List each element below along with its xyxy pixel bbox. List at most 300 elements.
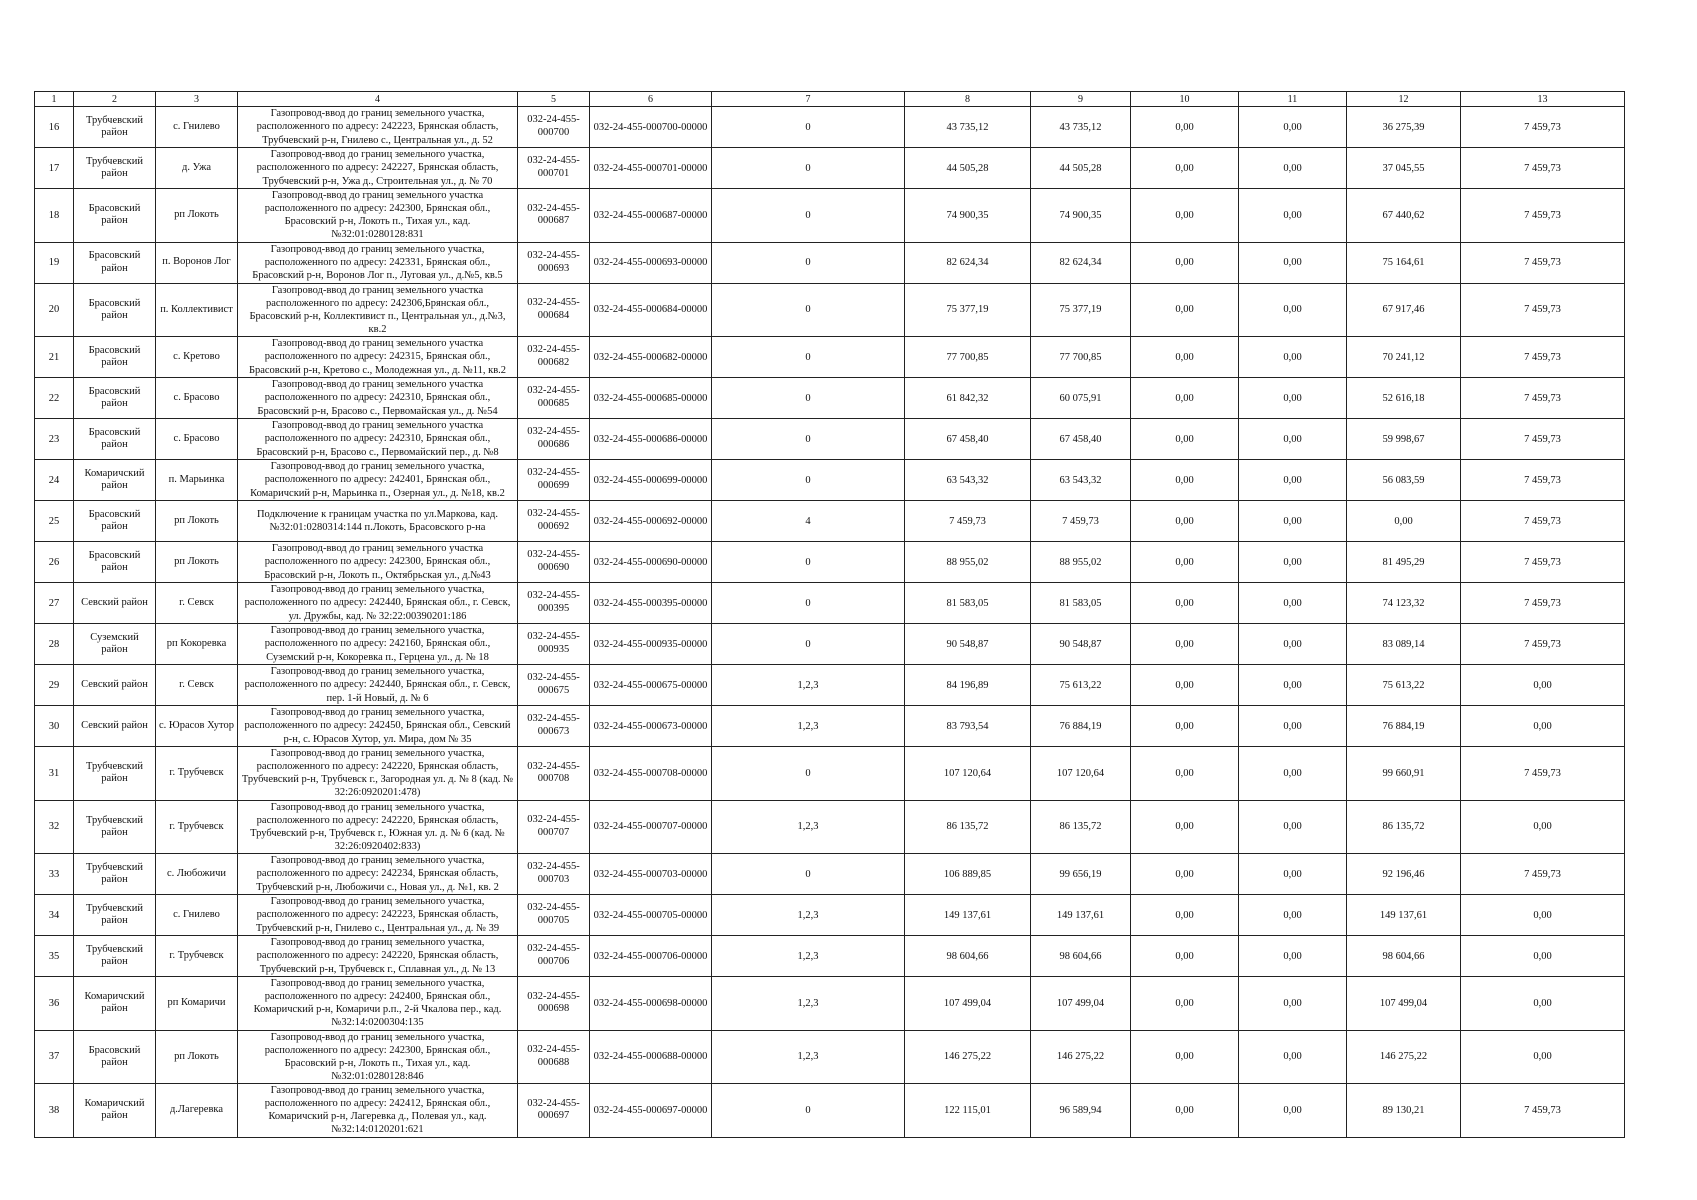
col8-cell: 86 135,72 — [905, 800, 1031, 854]
full-code-cell: 032-24-455-000705-00000 — [590, 895, 712, 936]
table-row — [35, 800, 1625, 854]
col11-cell: 0,00 — [1239, 583, 1347, 624]
col12-cell: 146 275,22 — [1347, 1030, 1461, 1084]
settlement-cell: д.Лагеревка — [156, 1084, 238, 1138]
code-cell: 032-24-455-000705 — [518, 895, 590, 936]
settlement-cell: п. Марьинка — [156, 460, 238, 501]
table-row — [35, 189, 1625, 243]
col12-cell: 149 137,61 — [1347, 895, 1461, 936]
col8-cell: 84 196,89 — [905, 665, 1031, 706]
col13-cell: 7 459,73 — [1461, 854, 1625, 895]
full-code-cell: 032-24-455-000686-00000 — [590, 419, 712, 460]
col7-cell: 1,2,3 — [712, 936, 905, 977]
col8-cell: 63 543,32 — [905, 460, 1031, 501]
col13-cell: 7 459,73 — [1461, 378, 1625, 419]
col12-cell: 67 917,46 — [1347, 283, 1461, 337]
column-number-10: 10 — [1131, 92, 1239, 107]
col11-cell: 0,00 — [1239, 1084, 1347, 1138]
col9-cell: 44 505,28 — [1031, 148, 1131, 189]
description-cell: Газопровод-ввод до границ земельного участка, расположенного по адресу: 242331, Брянская обл., Брасовский р-н, Воронов Лог п., Луговая ул., д.№5, кв.5 — [238, 242, 518, 283]
col9-cell: 75 377,19 — [1031, 283, 1131, 337]
col12-cell: 86 135,72 — [1347, 800, 1461, 854]
col9-cell: 74 900,35 — [1031, 189, 1131, 243]
col7-cell: 1,2,3 — [712, 706, 905, 747]
col13-cell: 7 459,73 — [1461, 337, 1625, 378]
col7-cell: 1,2,3 — [712, 895, 905, 936]
col13-cell: 7 459,73 — [1461, 242, 1625, 283]
col8-cell: 106 889,85 — [905, 854, 1031, 895]
code-cell: 032-24-455-000675 — [518, 665, 590, 706]
row-number: 27 — [35, 583, 74, 624]
col13-cell: 7 459,73 — [1461, 583, 1625, 624]
district-cell: Брасовский район — [74, 1030, 156, 1084]
row-number: 20 — [35, 283, 74, 337]
code-cell: 032-24-455-000706 — [518, 936, 590, 977]
col10-cell: 0,00 — [1131, 747, 1239, 801]
col13-cell: 7 459,73 — [1461, 189, 1625, 243]
col11-cell: 0,00 — [1239, 854, 1347, 895]
col13-cell: 0,00 — [1461, 1030, 1625, 1084]
col10-cell: 0,00 — [1131, 583, 1239, 624]
description-cell: Газопровод-ввод до границ земельного участка, расположенного по адресу: 242400, Брянская обл., Комаричский р-н, Комаричи р.п., 2-й Чкалова пер., кад. №32:14:0200304:135 — [238, 977, 518, 1031]
col12-cell: 0,00 — [1347, 501, 1461, 542]
table-row — [35, 337, 1625, 378]
settlement-cell: п. Воронов Лог — [156, 242, 238, 283]
settlement-cell: г. Севск — [156, 665, 238, 706]
table-row — [35, 747, 1625, 801]
document-page — [34, 91, 1624, 1138]
code-cell: 032-24-455-000688 — [518, 1030, 590, 1084]
col13-cell: 7 459,73 — [1461, 747, 1625, 801]
col10-cell: 0,00 — [1131, 542, 1239, 583]
full-code-cell: 032-24-455-000699-00000 — [590, 460, 712, 501]
code-cell: 032-24-455-000700 — [518, 107, 590, 148]
col11-cell: 0,00 — [1239, 189, 1347, 243]
col7-cell: 1,2,3 — [712, 977, 905, 1031]
col12-cell: 70 241,12 — [1347, 337, 1461, 378]
full-code-cell: 032-24-455-000706-00000 — [590, 936, 712, 977]
full-code-cell: 032-24-455-000684-00000 — [590, 283, 712, 337]
district-cell: Брасовский район — [74, 189, 156, 243]
col10-cell: 0,00 — [1131, 706, 1239, 747]
col12-cell: 52 616,18 — [1347, 378, 1461, 419]
full-code-cell: 032-24-455-000685-00000 — [590, 378, 712, 419]
col11-cell: 0,00 — [1239, 283, 1347, 337]
col9-cell: 43 735,12 — [1031, 107, 1131, 148]
district-cell: Трубчевский район — [74, 148, 156, 189]
code-cell: 032-24-455-000699 — [518, 460, 590, 501]
settlement-cell: с. Кретово — [156, 337, 238, 378]
description-cell: Газопровод-ввод до границ земельного участка, расположенного по адресу: 242440, Брянская обл., г. Севск, ул. Дружбы, кад. № 32:22:00390201:186 — [238, 583, 518, 624]
settlement-cell: с. Брасово — [156, 419, 238, 460]
column-number-1: 1 — [35, 92, 74, 107]
col13-cell: 7 459,73 — [1461, 542, 1625, 583]
col8-cell: 7 459,73 — [905, 501, 1031, 542]
district-cell: Суземский район — [74, 624, 156, 665]
col12-cell: 92 196,46 — [1347, 854, 1461, 895]
table-row — [35, 895, 1625, 936]
col9-cell: 149 137,61 — [1031, 895, 1131, 936]
table-row — [35, 542, 1625, 583]
col7-cell: 0 — [712, 460, 905, 501]
district-cell: Брасовский район — [74, 242, 156, 283]
col10-cell: 0,00 — [1131, 378, 1239, 419]
settlement-cell: рп Комаричи — [156, 977, 238, 1031]
row-number: 38 — [35, 1084, 74, 1138]
col12-cell: 83 089,14 — [1347, 624, 1461, 665]
description-cell: Газопровод-ввод до границ земельного участка расположенного по адресу: 242300, Брянская обл., Брасовский р-н, Локоть п., Тихая ул., кад. №32:01:0280128:831 — [238, 189, 518, 243]
district-cell: Трубчевский район — [74, 895, 156, 936]
col7-cell: 0 — [712, 624, 905, 665]
col9-cell: 88 955,02 — [1031, 542, 1131, 583]
table-row — [35, 854, 1625, 895]
full-code-cell: 032-24-455-000673-00000 — [590, 706, 712, 747]
col11-cell: 0,00 — [1239, 706, 1347, 747]
row-number: 32 — [35, 800, 74, 854]
code-cell: 032-24-455-000673 — [518, 706, 590, 747]
settlement-cell: д. Ужа — [156, 148, 238, 189]
col9-cell: 82 624,34 — [1031, 242, 1131, 283]
code-cell: 032-24-455-000690 — [518, 542, 590, 583]
table-row — [35, 1084, 1625, 1138]
col10-cell: 0,00 — [1131, 189, 1239, 243]
col11-cell: 0,00 — [1239, 242, 1347, 283]
code-cell: 032-24-455-000684 — [518, 283, 590, 337]
description-cell: Газопровод-ввод до границ земельного участка расположенного по адресу: 242310, Брянская обл., Брасовский р-н, Брасово с., Первомайский пер., д. №8 — [238, 419, 518, 460]
col8-cell: 107 120,64 — [905, 747, 1031, 801]
full-code-cell: 032-24-455-000707-00000 — [590, 800, 712, 854]
district-cell: Комаричский район — [74, 977, 156, 1031]
col11-cell: 0,00 — [1239, 107, 1347, 148]
row-number: 33 — [35, 854, 74, 895]
col8-cell: 122 115,01 — [905, 1084, 1031, 1138]
col8-cell: 43 735,12 — [905, 107, 1031, 148]
settlement-cell: рп Локоть — [156, 189, 238, 243]
settlement-cell: рп Кокоревка — [156, 624, 238, 665]
district-cell: Брасовский район — [74, 378, 156, 419]
col9-cell: 63 543,32 — [1031, 460, 1131, 501]
col10-cell: 0,00 — [1131, 337, 1239, 378]
description-cell: Газопровод-ввод до границ земельного участка, расположенного по адресу: 242220, Брянская область, Трубчевский р-н, Трубчевск г., Южная ул. д. № 6 (кад. № 32:26:0920402:833) — [238, 800, 518, 854]
column-number-2: 2 — [74, 92, 156, 107]
col12-cell: 75 613,22 — [1347, 665, 1461, 706]
code-cell: 032-24-455-000685 — [518, 378, 590, 419]
table-row — [35, 936, 1625, 977]
col7-cell: 0 — [712, 747, 905, 801]
col9-cell: 99 656,19 — [1031, 854, 1131, 895]
col9-cell: 98 604,66 — [1031, 936, 1131, 977]
col12-cell: 89 130,21 — [1347, 1084, 1461, 1138]
full-code-cell: 032-24-455-000395-00000 — [590, 583, 712, 624]
col7-cell: 0 — [712, 854, 905, 895]
table-row — [35, 583, 1625, 624]
description-cell: Газопровод-ввод до границ земельного участка, расположенного по адресу: 242220, Брянская область, Трубчевский р-н, Трубчевск г., Загородная ул. д. № 8 (кад. № 32:26:0920201:478) — [238, 747, 518, 801]
district-cell: Трубчевский район — [74, 107, 156, 148]
row-number: 25 — [35, 501, 74, 542]
col8-cell: 149 137,61 — [905, 895, 1031, 936]
description-cell: Газопровод-ввод до границ земельного участка, расположенного по адресу: 242412, Брянская обл., Комаричский р-н, Лагеревка д., Полевая ул., кад.№32:14:0120201:621 — [238, 1084, 518, 1138]
column-number-5: 5 — [518, 92, 590, 107]
code-cell: 032-24-455-000693 — [518, 242, 590, 283]
col13-cell: 7 459,73 — [1461, 107, 1625, 148]
table-row — [35, 706, 1625, 747]
code-cell: 032-24-455-000692 — [518, 501, 590, 542]
code-cell: 032-24-455-000682 — [518, 337, 590, 378]
col13-cell: 0,00 — [1461, 895, 1625, 936]
col12-cell: 74 123,32 — [1347, 583, 1461, 624]
full-code-cell: 032-24-455-000700-00000 — [590, 107, 712, 148]
col10-cell: 0,00 — [1131, 501, 1239, 542]
col11-cell: 0,00 — [1239, 419, 1347, 460]
col12-cell: 37 045,55 — [1347, 148, 1461, 189]
col10-cell: 0,00 — [1131, 460, 1239, 501]
description-cell: Газопровод-ввод до границ земельного участка, расположенного по адресу: 242223, Брянская область, Трубчевский р-н, Гнилево с., Центральная ул., д. № 39 — [238, 895, 518, 936]
row-number: 37 — [35, 1030, 74, 1084]
table-row — [35, 501, 1625, 542]
row-number: 17 — [35, 148, 74, 189]
col13-cell: 7 459,73 — [1461, 419, 1625, 460]
row-number: 26 — [35, 542, 74, 583]
row-number: 23 — [35, 419, 74, 460]
table-body — [35, 92, 1625, 1138]
code-cell: 032-24-455-000697 — [518, 1084, 590, 1138]
col10-cell: 0,00 — [1131, 148, 1239, 189]
col10-cell: 0,00 — [1131, 665, 1239, 706]
col7-cell: 4 — [712, 501, 905, 542]
col11-cell: 0,00 — [1239, 665, 1347, 706]
col8-cell: 44 505,28 — [905, 148, 1031, 189]
district-cell: Комаричский район — [74, 1084, 156, 1138]
col12-cell: 36 275,39 — [1347, 107, 1461, 148]
col12-cell: 67 440,62 — [1347, 189, 1461, 243]
code-cell: 032-24-455-000686 — [518, 419, 590, 460]
col9-cell: 90 548,87 — [1031, 624, 1131, 665]
col9-cell: 77 700,85 — [1031, 337, 1131, 378]
col11-cell: 0,00 — [1239, 148, 1347, 189]
settlement-cell: г. Трубчевск — [156, 936, 238, 977]
col9-cell: 107 120,64 — [1031, 747, 1131, 801]
col7-cell: 0 — [712, 189, 905, 243]
district-cell: Брасовский район — [74, 501, 156, 542]
code-cell: 032-24-455-000701 — [518, 148, 590, 189]
description-cell: Газопровод-ввод до границ земельного участка расположенного по адресу: 242310, Брянская обл., Брасовский р-н, Брасово с., Первомайская ул., д. №54 — [238, 378, 518, 419]
full-code-cell: 032-24-455-000693-00000 — [590, 242, 712, 283]
col11-cell: 0,00 — [1239, 624, 1347, 665]
col7-cell: 0 — [712, 148, 905, 189]
full-code-cell: 032-24-455-000697-00000 — [590, 1084, 712, 1138]
col7-cell: 1,2,3 — [712, 800, 905, 854]
row-number: 21 — [35, 337, 74, 378]
description-cell: Подключение к границам участка по ул.Маркова, кад.№32:01:0280314:144 п.Локоть, Брасовского р-на — [238, 501, 518, 542]
col11-cell: 0,00 — [1239, 378, 1347, 419]
col8-cell: 88 955,02 — [905, 542, 1031, 583]
district-cell: Комаричский район — [74, 460, 156, 501]
col8-cell: 107 499,04 — [905, 977, 1031, 1031]
district-cell: Брасовский район — [74, 283, 156, 337]
district-cell: Трубчевский район — [74, 800, 156, 854]
col10-cell: 0,00 — [1131, 936, 1239, 977]
row-number: 16 — [35, 107, 74, 148]
description-cell: Газопровод-ввод до границ земельного участка расположенного по адресу: 242300, Брянская обл., Брасовский р-н, Локоть п., Октябрьская ул., д.№43 — [238, 542, 518, 583]
col13-cell: 7 459,73 — [1461, 1084, 1625, 1138]
full-code-cell: 032-24-455-000688-00000 — [590, 1030, 712, 1084]
col7-cell: 0 — [712, 378, 905, 419]
col7-cell: 0 — [712, 242, 905, 283]
code-cell: 032-24-455-000395 — [518, 583, 590, 624]
col7-cell: 0 — [712, 1084, 905, 1138]
col10-cell: 0,00 — [1131, 419, 1239, 460]
settlement-cell: г. Севск — [156, 583, 238, 624]
description-cell: Газопровод-ввод до границ земельного участка, расположенного по адресу: 242223, Брянская область, Трубчевский р-н, Гнилево с., Центральная ул., д. 52 — [238, 107, 518, 148]
table-row — [35, 107, 1625, 148]
settlement-cell: рп Локоть — [156, 1030, 238, 1084]
row-number: 36 — [35, 977, 74, 1031]
col10-cell: 0,00 — [1131, 1030, 1239, 1084]
col9-cell: 107 499,04 — [1031, 977, 1131, 1031]
col13-cell: 0,00 — [1461, 665, 1625, 706]
code-cell: 032-24-455-000708 — [518, 747, 590, 801]
column-number-13: 13 — [1461, 92, 1625, 107]
district-cell: Трубчевский район — [74, 747, 156, 801]
full-code-cell: 032-24-455-000935-00000 — [590, 624, 712, 665]
col7-cell: 0 — [712, 107, 905, 148]
settlement-cell: с. Гнилево — [156, 107, 238, 148]
col13-cell: 7 459,73 — [1461, 624, 1625, 665]
description-cell: Газопровод-ввод до границ земельного участка расположенного по адресу: 242315, Брянская обл., Брасовский р-н, Кретово с., Молодежная ул., д. №11, кв.2 — [238, 337, 518, 378]
row-number: 22 — [35, 378, 74, 419]
col9-cell: 96 589,94 — [1031, 1084, 1131, 1138]
district-cell: Брасовский район — [74, 542, 156, 583]
col7-cell: 1,2,3 — [712, 1030, 905, 1084]
col10-cell: 0,00 — [1131, 1084, 1239, 1138]
col10-cell: 0,00 — [1131, 977, 1239, 1031]
col9-cell: 60 075,91 — [1031, 378, 1131, 419]
col7-cell: 0 — [712, 419, 905, 460]
description-cell: Газопровод-ввод до границ земельного участка, расположенного по адресу: 242401, Брянская обл., Комаричский р-н, Марьинка п., Озерная ул., д. №18, кв.2 — [238, 460, 518, 501]
column-number-4: 4 — [238, 92, 518, 107]
col11-cell: 0,00 — [1239, 337, 1347, 378]
table-row — [35, 378, 1625, 419]
col12-cell: 59 998,67 — [1347, 419, 1461, 460]
settlement-cell: г. Трубчевск — [156, 747, 238, 801]
col7-cell: 0 — [712, 337, 905, 378]
col11-cell: 0,00 — [1239, 977, 1347, 1031]
col12-cell: 107 499,04 — [1347, 977, 1461, 1031]
district-cell: Трубчевский район — [74, 936, 156, 977]
district-cell: Севский район — [74, 706, 156, 747]
col8-cell: 81 583,05 — [905, 583, 1031, 624]
col9-cell: 76 884,19 — [1031, 706, 1131, 747]
row-number: 34 — [35, 895, 74, 936]
col7-cell: 0 — [712, 583, 905, 624]
district-cell: Брасовский район — [74, 419, 156, 460]
col8-cell: 83 793,54 — [905, 706, 1031, 747]
col8-cell: 77 700,85 — [905, 337, 1031, 378]
settlement-cell: г. Трубчевск — [156, 800, 238, 854]
full-code-cell: 032-24-455-000703-00000 — [590, 854, 712, 895]
col7-cell: 1,2,3 — [712, 665, 905, 706]
district-cell: Брасовский район — [74, 337, 156, 378]
description-cell: Газопровод-ввод до границ земельного участка расположенного по адресу: 242306,Брянская обл., Брасовский р-н, Коллективист п., Центральная ул., д.№3, кв.2 — [238, 283, 518, 337]
row-number: 31 — [35, 747, 74, 801]
col8-cell: 98 604,66 — [905, 936, 1031, 977]
col12-cell: 81 495,29 — [1347, 542, 1461, 583]
col13-cell: 7 459,73 — [1461, 460, 1625, 501]
col10-cell: 0,00 — [1131, 624, 1239, 665]
description-cell: Газопровод-ввод до границ земельного участка, расположенного по адресу: 242227, Брянская область, Трубчевский р-н, Ужа д., Строительная ул., д. № 70 — [238, 148, 518, 189]
col8-cell: 67 458,40 — [905, 419, 1031, 460]
col8-cell: 82 624,34 — [905, 242, 1031, 283]
col13-cell: 0,00 — [1461, 706, 1625, 747]
code-cell: 032-24-455-000707 — [518, 800, 590, 854]
col11-cell: 0,00 — [1239, 542, 1347, 583]
col9-cell: 146 275,22 — [1031, 1030, 1131, 1084]
settlement-cell: с. Гнилево — [156, 895, 238, 936]
district-cell: Севский район — [74, 583, 156, 624]
table-row — [35, 665, 1625, 706]
table-row — [35, 1030, 1625, 1084]
row-number: 19 — [35, 242, 74, 283]
col11-cell: 0,00 — [1239, 460, 1347, 501]
col13-cell: 0,00 — [1461, 800, 1625, 854]
district-cell: Трубчевский район — [74, 854, 156, 895]
row-number: 29 — [35, 665, 74, 706]
col11-cell: 0,00 — [1239, 747, 1347, 801]
description-cell: Газопровод-ввод до границ земельного участка, расположенного по адресу: 242300, Брянская обл., Брасовский р-н, Локоть п., Тихая ул., кад. №32:01:0280128:846 — [238, 1030, 518, 1084]
col13-cell: 7 459,73 — [1461, 148, 1625, 189]
col11-cell: 0,00 — [1239, 501, 1347, 542]
column-number-11: 11 — [1239, 92, 1347, 107]
col8-cell: 90 548,87 — [905, 624, 1031, 665]
description-cell: Газопровод-ввод до границ земельного участка, расположенного по адресу: 242450, Брянская обл., Севский р-н, с. Юрасов Хутор, ул. Мира, дом № 35 — [238, 706, 518, 747]
col12-cell: 76 884,19 — [1347, 706, 1461, 747]
full-code-cell: 032-24-455-000687-00000 — [590, 189, 712, 243]
column-number-8: 8 — [905, 92, 1031, 107]
col8-cell: 74 900,35 — [905, 189, 1031, 243]
code-cell: 032-24-455-000703 — [518, 854, 590, 895]
col13-cell: 0,00 — [1461, 936, 1625, 977]
settlement-cell: п. Коллективист — [156, 283, 238, 337]
col7-cell: 0 — [712, 283, 905, 337]
column-number-header-row — [35, 92, 1625, 107]
full-code-cell: 032-24-455-000675-00000 — [590, 665, 712, 706]
description-cell: Газопровод-ввод до границ земельного участка, расположенного по адресу: 242160, Брянская обл., Суземский р-н, Кокоревка п., Герцена ул., д. № 18 — [238, 624, 518, 665]
col12-cell: 99 660,91 — [1347, 747, 1461, 801]
description-cell: Газопровод-ввод до границ земельного участка, расположенного по адресу: 242440, Брянская обл., г. Севск, пер. 1-й Новый, д. № 6 — [238, 665, 518, 706]
col7-cell: 0 — [712, 542, 905, 583]
row-number: 24 — [35, 460, 74, 501]
col13-cell: 0,00 — [1461, 977, 1625, 1031]
table-row — [35, 242, 1625, 283]
district-cell: Севский район — [74, 665, 156, 706]
col11-cell: 0,00 — [1239, 936, 1347, 977]
col9-cell: 81 583,05 — [1031, 583, 1131, 624]
col11-cell: 0,00 — [1239, 1030, 1347, 1084]
settlement-cell: с. Юрасов Хутор — [156, 706, 238, 747]
settlement-cell: рп Локоть — [156, 501, 238, 542]
column-number-9: 9 — [1031, 92, 1131, 107]
description-cell: Газопровод-ввод до границ земельного участка, расположенного по адресу: 242234, Брянская область, Трубчевский р-н, Любожичи с., Новая ул., д. №1, кв. 2 — [238, 854, 518, 895]
col9-cell: 86 135,72 — [1031, 800, 1131, 854]
column-number-3: 3 — [156, 92, 238, 107]
full-code-cell: 032-24-455-000708-00000 — [590, 747, 712, 801]
description-cell: Газопровод-ввод до границ земельного участка, расположенного по адресу: 242220, Брянская область, Трубчевский р-н, Трубчевск г., Сплавная ул., д. № 13 — [238, 936, 518, 977]
col8-cell: 146 275,22 — [905, 1030, 1031, 1084]
col12-cell: 75 164,61 — [1347, 242, 1461, 283]
col8-cell: 75 377,19 — [905, 283, 1031, 337]
table-row — [35, 977, 1625, 1031]
full-code-cell: 032-24-455-000698-00000 — [590, 977, 712, 1031]
